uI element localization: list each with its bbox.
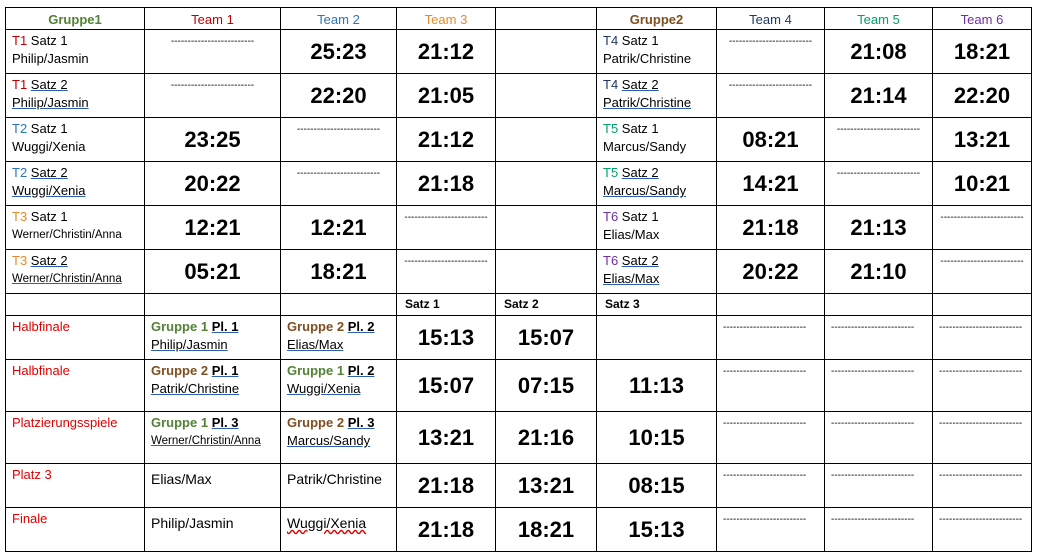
team-id: T2 xyxy=(12,165,28,180)
ko-score-s3 xyxy=(597,316,717,360)
ko-score-s3: 10:15 xyxy=(597,412,717,464)
left-team-label xyxy=(6,250,145,294)
header-team4: Team 4 xyxy=(717,8,825,30)
right-team-label xyxy=(597,74,717,118)
score-c4: 14:21 xyxy=(717,162,825,206)
round-label: Halbfinale xyxy=(6,360,145,412)
empty-score-cell: ------------------------- xyxy=(825,162,933,206)
team-names: Patrik/Christine xyxy=(151,381,240,396)
score-c6: 13:21 xyxy=(933,118,1032,162)
empty-score-cell: ------------------------- xyxy=(717,30,825,74)
ko-score-s3: 08:15 xyxy=(597,464,717,508)
right-team-label xyxy=(597,30,717,74)
group-name: Gruppe 2 xyxy=(287,415,345,430)
team-names: Marcus/Sandy xyxy=(603,139,687,154)
right-team-label xyxy=(597,162,717,206)
round-label: Finale xyxy=(6,508,145,552)
satz-label: Satz 1 xyxy=(621,209,659,224)
satz-label: Satz 2 xyxy=(621,165,659,180)
group-name: Gruppe 2 xyxy=(151,363,209,378)
score-c1: 20:22 xyxy=(145,162,281,206)
empty-score-cell: ------------------------- xyxy=(717,74,825,118)
round-label: Halbfinale xyxy=(6,316,145,360)
empty-score-cell: ------------------------- xyxy=(933,464,1032,508)
team-names: Wuggi/Xenia xyxy=(287,515,367,531)
t1-cell xyxy=(145,316,281,360)
team-names: Philip/Jasmin xyxy=(151,337,228,352)
team-id: T5 xyxy=(603,121,619,136)
ko-score-s3: 15:13 xyxy=(597,508,717,552)
ko-row xyxy=(6,412,1032,464)
team-names: Wuggi/Xenia xyxy=(12,139,86,154)
score-c1: 12:21 xyxy=(145,206,281,250)
empty-score-cell: ------------------------- xyxy=(145,30,281,74)
spacer-cell xyxy=(496,74,597,118)
header-row xyxy=(6,8,1032,30)
score-c5: 21:14 xyxy=(825,74,933,118)
score-c1: 23:25 xyxy=(145,118,281,162)
group-row xyxy=(6,250,1032,294)
team-id: T5 xyxy=(603,165,619,180)
right-team-label xyxy=(597,118,717,162)
header-empty xyxy=(496,8,597,30)
spacer-cell xyxy=(496,118,597,162)
satz-header-1: Satz 1 xyxy=(397,294,496,316)
spacer-cell xyxy=(496,162,597,206)
team-id: T3 xyxy=(12,253,28,268)
left-team-label xyxy=(6,74,145,118)
placement: Pl. 3 xyxy=(211,415,239,430)
score-c6: 22:20 xyxy=(933,74,1032,118)
spacer-cell xyxy=(496,30,597,74)
t1-cell xyxy=(145,508,281,552)
empty-cell xyxy=(6,294,145,316)
group-row xyxy=(6,30,1032,74)
empty-score-cell: ------------------------- xyxy=(933,360,1032,412)
satz-label: Satz 2 xyxy=(621,77,659,92)
t2-cell xyxy=(281,412,397,464)
team-id: T6 xyxy=(603,209,619,224)
empty-score-cell: ------------------------- xyxy=(717,412,825,464)
placement: Pl. 1 xyxy=(211,319,239,334)
group-name: Gruppe 1 xyxy=(151,415,209,430)
satz-header-2: Satz 2 xyxy=(496,294,597,316)
team-id: T6 xyxy=(603,253,619,268)
empty-cell xyxy=(933,294,1032,316)
team-names: Elias/Max xyxy=(151,471,212,487)
satz-label: Satz 1 xyxy=(621,121,659,136)
score-c2: 25:23 xyxy=(281,30,397,74)
placement: Pl. 1 xyxy=(211,363,239,378)
empty-score-cell: ------------------------- xyxy=(145,74,281,118)
empty-cell xyxy=(281,294,397,316)
team-names: Marcus/Sandy xyxy=(287,433,371,448)
score-c6: 10:21 xyxy=(933,162,1032,206)
tournament-table xyxy=(5,7,1032,552)
team-names: Wuggi/Xenia xyxy=(287,381,361,396)
ko-score-s3: 11:13 xyxy=(597,360,717,412)
round-label: Platzierungsspiele xyxy=(6,412,145,464)
satz-label: Satz 1 xyxy=(621,33,659,48)
team-names: Werner/Christin/Anna xyxy=(12,229,122,241)
ko-score-s1: 15:13 xyxy=(397,316,496,360)
ko-score-s2: 07:15 xyxy=(496,360,597,412)
team-names: Philip/Jasmin xyxy=(12,95,89,110)
score-c2: 22:20 xyxy=(281,74,397,118)
score-c5: 21:08 xyxy=(825,30,933,74)
team-id: T2 xyxy=(12,121,28,136)
score-c2: 18:21 xyxy=(281,250,397,294)
team-names: Philip/Jasmin xyxy=(151,515,234,531)
empty-cell xyxy=(717,294,825,316)
team-id: T1 xyxy=(12,77,28,92)
empty-score-cell: ------------------------- xyxy=(933,412,1032,464)
team-names: Patrik/Christine xyxy=(603,51,692,66)
empty-score-cell: ------------------------- xyxy=(933,250,1032,294)
satz-label: Satz 1 xyxy=(30,121,68,136)
spacer-cell xyxy=(496,206,597,250)
ko-score-s2: 18:21 xyxy=(496,508,597,552)
empty-score-cell: ------------------------- xyxy=(825,118,933,162)
team-names: Elias/Max xyxy=(603,271,660,286)
score-c5: 21:10 xyxy=(825,250,933,294)
ko-score-s1: 21:18 xyxy=(397,508,496,552)
team-names: Wuggi/Xenia xyxy=(12,183,86,198)
ko-score-s1: 21:18 xyxy=(397,464,496,508)
ko-row xyxy=(6,464,1032,508)
right-team-label xyxy=(597,206,717,250)
satz-label: Satz 1 xyxy=(30,209,68,224)
left-team-label xyxy=(6,206,145,250)
group-name: Gruppe 1 xyxy=(287,363,345,378)
empty-score-cell: ------------------------- xyxy=(825,464,933,508)
satz-label: Satz 1 xyxy=(30,33,68,48)
empty-cell xyxy=(825,294,933,316)
score-c4: 20:22 xyxy=(717,250,825,294)
placement: Pl. 3 xyxy=(347,415,375,430)
satz-label: Satz 2 xyxy=(30,253,68,268)
header-team3: Team 3 xyxy=(397,8,496,30)
team-id: T3 xyxy=(12,209,28,224)
score-c4: 08:21 xyxy=(717,118,825,162)
empty-score-cell: ------------------------- xyxy=(717,508,825,552)
score-c4: 21:18 xyxy=(717,206,825,250)
satz-label: Satz 2 xyxy=(621,253,659,268)
t1-cell xyxy=(145,464,281,508)
left-team-label xyxy=(6,162,145,206)
team-names: Werner/Christin/Anna xyxy=(12,273,122,285)
team-id: T4 xyxy=(603,77,619,92)
ko-score-s1: 15:07 xyxy=(397,360,496,412)
team-names: Elias/Max xyxy=(287,337,344,352)
satz-header-row xyxy=(6,294,1032,316)
score-c1: 05:21 xyxy=(145,250,281,294)
score-c3: 21:18 xyxy=(397,162,496,206)
header-gruppe2: Gruppe2 xyxy=(597,8,717,30)
satz-header-3: Satz 3 xyxy=(597,294,717,316)
group-row xyxy=(6,162,1032,206)
team-names: Patrik/Christine xyxy=(603,95,692,110)
header-team1: Team 1 xyxy=(145,8,281,30)
empty-score-cell: ------------------------- xyxy=(717,360,825,412)
empty-score-cell: ------------------------- xyxy=(825,508,933,552)
ko-row xyxy=(6,508,1032,552)
score-c3: 21:05 xyxy=(397,74,496,118)
team-names: Philip/Jasmin xyxy=(12,51,89,66)
placement: Pl. 2 xyxy=(347,363,375,378)
score-c6: 18:21 xyxy=(933,30,1032,74)
empty-score-cell: ------------------------- xyxy=(717,316,825,360)
empty-score-cell: ------------------------- xyxy=(933,316,1032,360)
empty-score-cell: ------------------------- xyxy=(397,206,496,250)
t2-cell xyxy=(281,316,397,360)
empty-score-cell: ------------------------- xyxy=(933,508,1032,552)
team-names: Marcus/Sandy xyxy=(603,183,687,198)
empty-score-cell: ------------------------- xyxy=(281,118,397,162)
team-id: T4 xyxy=(603,33,619,48)
satz-label: Satz 2 xyxy=(30,165,68,180)
ko-score-s2: 21:16 xyxy=(496,412,597,464)
team-names: Patrik/Christine xyxy=(287,471,382,487)
empty-score-cell: ------------------------- xyxy=(397,250,496,294)
ko-score-s2: 15:07 xyxy=(496,316,597,360)
left-team-label xyxy=(6,30,145,74)
group-row xyxy=(6,74,1032,118)
score-c5: 21:13 xyxy=(825,206,933,250)
group-row xyxy=(6,206,1032,250)
t1-cell xyxy=(145,412,281,464)
score-c3: 21:12 xyxy=(397,118,496,162)
t2-cell xyxy=(281,360,397,412)
empty-score-cell: ------------------------- xyxy=(825,360,933,412)
right-team-label xyxy=(597,250,717,294)
group-row xyxy=(6,118,1032,162)
ko-row xyxy=(6,360,1032,412)
team-names: Elias/Max xyxy=(603,227,660,242)
empty-score-cell: ------------------------- xyxy=(933,206,1032,250)
group-name: Gruppe 1 xyxy=(151,319,209,334)
group-name: Gruppe 2 xyxy=(287,319,345,334)
team-names: Werner/Christin/Anna xyxy=(151,435,261,447)
round-label: Platz 3 xyxy=(6,464,145,508)
t2-cell xyxy=(281,508,397,552)
header-team5: Team 5 xyxy=(825,8,933,30)
header-team6: Team 6 xyxy=(933,8,1032,30)
placement: Pl. 2 xyxy=(347,319,375,334)
empty-cell xyxy=(145,294,281,316)
header-team2: Team 2 xyxy=(281,8,397,30)
team-id: T1 xyxy=(12,33,28,48)
score-c3: 21:12 xyxy=(397,30,496,74)
ko-score-s2: 13:21 xyxy=(496,464,597,508)
empty-score-cell: ------------------------- xyxy=(825,412,933,464)
empty-score-cell: ------------------------- xyxy=(717,464,825,508)
left-team-label xyxy=(6,118,145,162)
t2-cell xyxy=(281,464,397,508)
score-c2: 12:21 xyxy=(281,206,397,250)
t1-cell xyxy=(145,360,281,412)
spacer-cell xyxy=(496,250,597,294)
satz-label: Satz 2 xyxy=(30,77,68,92)
ko-row xyxy=(6,316,1032,360)
empty-score-cell: ------------------------- xyxy=(281,162,397,206)
empty-score-cell: ------------------------- xyxy=(825,316,933,360)
ko-score-s1: 13:21 xyxy=(397,412,496,464)
header-gruppe1: Gruppe1 xyxy=(6,8,145,30)
